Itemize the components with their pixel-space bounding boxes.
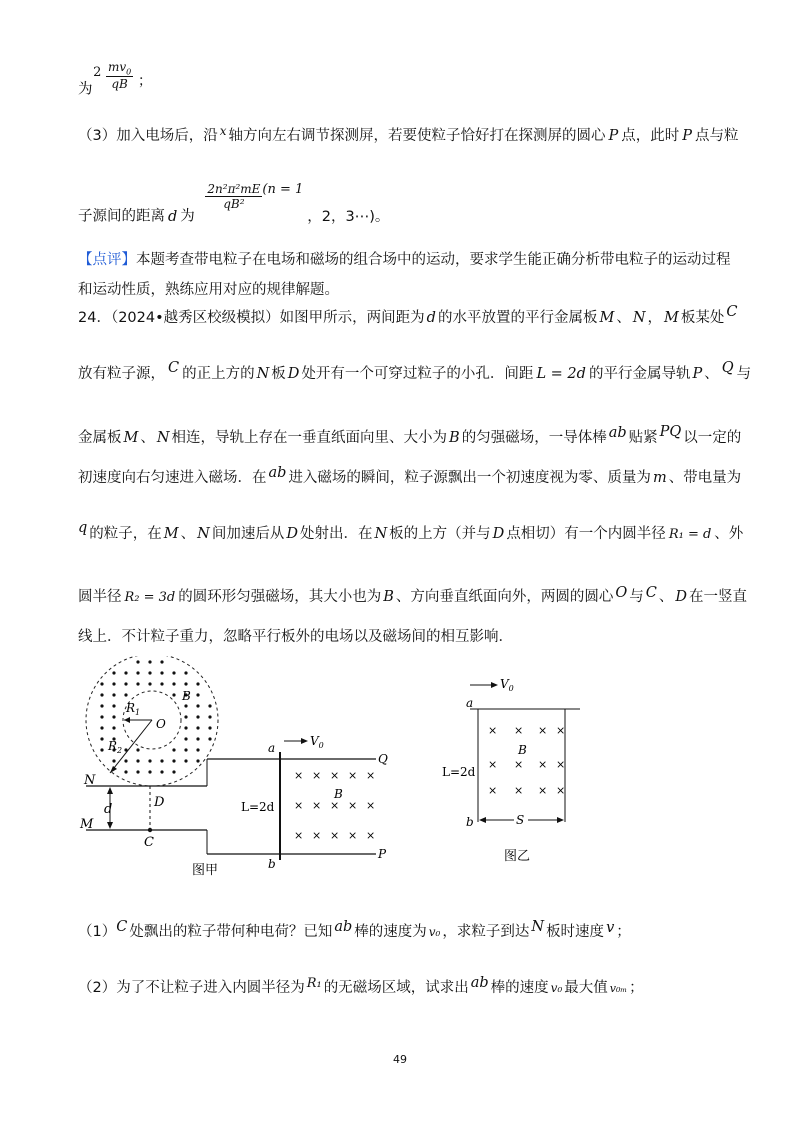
field-dot: [208, 726, 211, 729]
field-dot: [112, 704, 115, 707]
field-dot: [184, 682, 187, 685]
answer-2-denominator: qB: [111, 77, 128, 92]
field-dot: [136, 759, 139, 762]
field-cross: ×: [330, 829, 340, 842]
source-C-dot: [148, 828, 152, 832]
page-number: 49: [393, 1053, 407, 1066]
q24-l1-d: d: [426, 310, 436, 326]
q24-l4-m: m: [652, 470, 667, 486]
sub1-e: 板时速度: [546, 924, 605, 940]
field-cross: ×: [538, 784, 548, 797]
q24-l5-a: 的粒子，在: [89, 526, 162, 542]
q24-line-4: [78, 466, 741, 487]
q24-l2-D: D: [287, 366, 300, 382]
field-dot: [112, 671, 115, 674]
q24-l5-R1: R₁ = d: [668, 527, 712, 542]
q24-l6-R2: R₂ = 3d: [124, 590, 176, 605]
q24-l1-N: N: [632, 310, 646, 326]
sub1-f: ；: [616, 924, 631, 940]
q24-l3-ab: ab: [608, 425, 627, 441]
q24-l2-d: 处开有一个可穿过粒子的小孔．间距: [301, 366, 534, 382]
q24-l5-e: 板的上方（并与: [389, 526, 491, 542]
q24-l1-c: 、: [616, 310, 631, 326]
q24-l1-b: 的水平放置的平行金属板: [437, 310, 598, 326]
v0-arrowhead-b: [491, 682, 498, 688]
q24-l6-c: 、方向垂直纸面向外，两圆的圆心: [395, 589, 614, 605]
answer-3-text-c: 点，此时: [621, 128, 680, 144]
field-cross: ×: [556, 724, 566, 737]
sub1-c: 棒的速度为: [354, 924, 427, 940]
q24-l5-D: D: [286, 526, 298, 542]
answer-3-d: d: [168, 208, 178, 225]
answer-3-text-d: 点与粒: [695, 128, 739, 144]
sub1-d: ，求粒子到达: [442, 924, 530, 940]
sub2-d: 最大值: [564, 980, 608, 996]
field-dot: [124, 693, 127, 696]
field-cross: ×: [366, 829, 376, 842]
answer-3-line-2: [78, 182, 389, 226]
field-cross: ×: [488, 724, 498, 737]
field-cross: ×: [348, 769, 358, 782]
answer-2-prefix: 为: [78, 81, 93, 98]
answer-2-suffix: ；: [137, 73, 153, 90]
label-D: D: [154, 795, 165, 810]
q24-l5-N2: N: [374, 526, 388, 542]
q24-l5-c: 间加速后从: [211, 526, 285, 542]
answer-3-line2-a: 子源间的距离: [78, 208, 165, 225]
q24-l7: 线上．不计粒子重力，忽略平行板外的电场以及磁场间的相互影响．: [78, 629, 513, 645]
field-dot: [160, 759, 163, 762]
field-dot: [160, 671, 163, 674]
dim-d-arrow-top: [107, 787, 113, 794]
field-dot: [112, 682, 115, 685]
field-cross: ×: [366, 799, 376, 812]
q24-line-1: [78, 306, 737, 327]
q24-l6-f: 在一竖直: [689, 589, 748, 605]
field-dot: [100, 737, 103, 740]
field-dot: [112, 759, 115, 762]
field-dot: [136, 671, 139, 674]
label-M: M: [80, 817, 94, 832]
field-dot: [112, 693, 115, 696]
field-dot: [184, 737, 187, 740]
answer-3-tail: ，2，3⋯)。: [307, 208, 390, 225]
answer-3-P1: P: [608, 128, 619, 144]
answer-3-text-a: （3）加入电场后，沿: [78, 128, 218, 144]
field-cross: ×: [538, 758, 548, 771]
q24-l6-d: 与: [629, 589, 644, 605]
field-dot: [208, 715, 211, 718]
sub2-a: （2）为了不让粒子进入内圆半径为: [78, 980, 305, 996]
answer-3-fraction: [205, 182, 262, 211]
q24-l4-c: 、带电量为: [668, 470, 742, 486]
q24-l4-b: 进入磁场的瞬间，粒子源飘出一个初速度视为零、质量为: [288, 470, 651, 486]
q24-l3-M: M: [123, 430, 139, 446]
review-line-1: [78, 248, 731, 269]
q24-l2-b: 的正上方的: [182, 366, 255, 382]
q24-l1-M: M: [599, 310, 615, 326]
field-dot: [196, 704, 199, 707]
field-dot: [172, 770, 175, 773]
field-dot: [208, 704, 211, 707]
dim-d-arrow-bottom: [107, 822, 113, 829]
field-dot: [184, 759, 187, 762]
field-dot: [196, 715, 199, 718]
q24-l3-d: 的匀强磁场，一导体棒: [461, 430, 607, 446]
field-dot: [196, 759, 199, 762]
q24-l3-b: 、: [140, 430, 155, 446]
q24-l6-e: 、: [658, 589, 674, 605]
label-N: N: [84, 773, 96, 788]
label-R2: $R_2$: [108, 739, 123, 755]
sub2-R1: R₁: [306, 976, 322, 991]
field-crosses-in: [294, 769, 375, 842]
answer-2-numerator: mv: [108, 60, 127, 74]
q24-l6-b: 的圆环形匀强磁场，其大小也为: [178, 589, 382, 605]
q24-l6-O: O: [615, 585, 628, 601]
field-dot: [160, 770, 163, 773]
field-dot: [172, 759, 175, 762]
field-dot: [124, 770, 127, 773]
q24-l5-D2: D: [492, 526, 505, 542]
sub2-v0: v₀: [550, 981, 563, 995]
q24-l2-L: L = 2d: [536, 366, 586, 382]
q24-l5-M: M: [163, 526, 179, 542]
q24-l5-N: N: [197, 526, 210, 542]
q24-l5-d: 处射出．在: [299, 526, 373, 542]
answer-3-numerator: 2n²π²mE: [207, 182, 261, 196]
field-dot: [100, 748, 103, 751]
q24-l3-e: 贴紧: [628, 430, 658, 446]
q24-l1-M2: M: [664, 310, 679, 326]
label-O: O: [156, 717, 166, 731]
q24-l2-P: P: [692, 366, 703, 382]
field-cross: ×: [488, 758, 498, 771]
field-dot: [184, 748, 187, 751]
q24-l5-g: 、外: [714, 526, 744, 542]
review-tag: 【点评】: [78, 252, 136, 268]
label-a: a: [268, 741, 276, 755]
caption-a: 图甲: [192, 863, 219, 878]
label-R1: $R_1$: [126, 701, 141, 717]
field-cross: ×: [312, 829, 322, 842]
field-dot: [100, 726, 103, 729]
label-L-b: L=2d: [442, 765, 476, 779]
field-dot: [196, 737, 199, 740]
sub1-b: 处飘出的粒子带何种电荷？已知: [129, 924, 333, 940]
field-dot: [196, 748, 199, 751]
field-cross: ×: [294, 769, 304, 782]
q24-l4-a: 初速度向右匀速进入磁场．在: [78, 470, 267, 486]
field-dot: [196, 682, 199, 685]
review-line-2: [78, 278, 339, 299]
q24-line-2: [78, 362, 751, 383]
sub2-e: ；: [629, 980, 644, 996]
v0-arrowhead: [301, 738, 308, 744]
q24-l5-q: q: [78, 520, 88, 536]
sub2-v0m: v₀ₘ: [609, 982, 628, 995]
field-dot: [112, 726, 115, 729]
label-a-b: a: [466, 696, 474, 710]
field-dot: [136, 770, 139, 773]
answer-2-numerator-sub: 0: [126, 67, 132, 77]
q24-l1-f: 板某处: [680, 310, 725, 326]
field-cross: ×: [556, 758, 566, 771]
sub-question-2: [78, 976, 644, 997]
field-dot: [184, 671, 187, 674]
field-cross: ×: [294, 829, 304, 842]
field-cross: ×: [488, 784, 498, 797]
q24-line-3: [78, 426, 741, 447]
q24-l1-C: C: [726, 304, 738, 320]
answer-3-P2: P: [682, 128, 693, 144]
answer-3-x: x: [219, 124, 227, 138]
q24-l5-f: 点相切）有一个内圆半径: [506, 526, 666, 542]
label-d: d: [104, 802, 113, 817]
q24-l3-f: 以一定的: [683, 430, 742, 446]
field-cross: ×: [294, 799, 304, 812]
answer-3-denominator: qB²: [223, 197, 245, 211]
field-cross: ×: [312, 769, 322, 782]
field-cross: ×: [348, 829, 358, 842]
sub1-v: v: [606, 920, 615, 936]
field-dot: [112, 715, 115, 718]
label-S: S: [516, 813, 525, 827]
field-dot: [148, 759, 151, 762]
review-text-2: 和运动性质，熟练应用对应的规律解题。: [78, 282, 339, 298]
field-dot: [196, 693, 199, 696]
label-B-b: B: [518, 743, 527, 757]
field-cross: ×: [330, 799, 340, 812]
field-dot: [160, 682, 163, 685]
sub2-ab: ab: [470, 975, 489, 991]
sub1-C: C: [116, 919, 128, 935]
field-cross: ×: [366, 769, 376, 782]
label-v0-b: $V_0$: [500, 677, 514, 693]
q24-l6-B: B: [383, 589, 394, 605]
dim-S-right: [557, 817, 564, 823]
q24-l2-g: 与: [736, 366, 752, 382]
field-dot: [136, 682, 139, 685]
q24-l6-a: 圆半径: [78, 589, 122, 605]
q24-l3-PQ: PQ: [659, 424, 682, 440]
sub1-a: （1）: [78, 924, 117, 940]
q24-l1-e: ，: [647, 310, 662, 326]
field-dot: [136, 660, 139, 663]
field-cross: ×: [514, 724, 524, 737]
field-dot: [100, 704, 103, 707]
field-dot: [172, 682, 175, 685]
q24-l2-Q: Q: [721, 360, 734, 376]
answer-3-line2-b: 为: [180, 208, 195, 225]
q24-l1-a: 24．（2024•越秀区校级模拟）如图甲所示，两间距为: [78, 310, 425, 326]
field-cross: ×: [538, 724, 548, 737]
q24-l2-c: 板: [271, 366, 286, 382]
answer-3-n: (n = 1: [262, 181, 304, 197]
field-cross: ×: [514, 758, 524, 771]
q24-l2-f: 、: [704, 366, 719, 382]
field-dot: [124, 759, 127, 762]
label-P: P: [378, 847, 387, 861]
q24-l3-c: 相连，导轨上存在一垂直纸面向里、大小为: [171, 430, 448, 446]
q24-line-5: [78, 522, 743, 543]
q24-l2-a: 放有粒子源，: [78, 366, 165, 382]
q24-l5-b: 、: [180, 526, 196, 542]
answer-2-fraction: [106, 60, 133, 91]
field-dot: [124, 682, 127, 685]
field-dot: [124, 671, 127, 674]
label-L: L=2d: [241, 800, 275, 814]
r2-arrowhead: [110, 766, 117, 773]
figure-b: [440, 664, 600, 874]
answer-2-line: [78, 60, 153, 99]
field-crosses-b: [488, 724, 565, 797]
field-dot: [148, 682, 151, 685]
sub2-b: 的无磁场区域，试求出: [323, 980, 469, 996]
dim-S-left: [479, 817, 486, 823]
field-dot: [100, 693, 103, 696]
q24-l6-C: C: [645, 585, 657, 601]
field-dot: [100, 682, 103, 685]
field-dot: [172, 693, 175, 696]
field-dot: [136, 748, 139, 751]
q24-l2-N: N: [256, 366, 270, 382]
figure-a: [72, 656, 412, 886]
label-C: C: [144, 835, 154, 850]
field-dot: [100, 715, 103, 718]
sub1-ab: ab: [334, 919, 353, 935]
field-cross: ×: [556, 784, 566, 797]
label-Q: Q: [378, 752, 388, 766]
q24-l6-D: D: [675, 589, 688, 605]
q24-l4-ab: ab: [268, 465, 287, 481]
label-v0: $V_0$: [310, 734, 324, 750]
field-dot: [208, 737, 211, 740]
field-dot: [184, 715, 187, 718]
field-cross: ×: [312, 799, 322, 812]
field-cross: ×: [330, 769, 340, 782]
field-dot: [148, 671, 151, 674]
review-text-1: 本题考查带电粒子在电场和磁场的组合场中的运动，要求学生能正确分析带电粒子的运动过程: [136, 252, 731, 268]
answer-3-line-1: [78, 124, 739, 145]
field-cross: ×: [348, 799, 358, 812]
label-b-b: b: [466, 815, 474, 829]
q24-line-7: [78, 625, 513, 646]
field-dot: [184, 726, 187, 729]
q24-l3-a: 金属板: [78, 430, 122, 446]
field-dot: [172, 671, 175, 674]
label-B-ring: B: [182, 689, 191, 703]
q24-l3-N: N: [156, 430, 170, 446]
sub1-N: N: [531, 919, 545, 935]
sub1-v0: v₀: [428, 925, 441, 939]
field-dot: [160, 660, 163, 663]
field-dot: [148, 770, 151, 773]
q24-l3-B: B: [449, 430, 460, 446]
field-dot: [148, 660, 151, 663]
answer-3-text-b: 轴方向左右调节探测屏，若要使粒子恰好打在探测屏的圆心: [228, 128, 606, 144]
label-B-rail: B: [334, 787, 343, 801]
q24-l2-e: 的平行金属导轨: [588, 366, 691, 382]
sub2-c: 棒的速度: [490, 980, 549, 996]
field-cross: ×: [514, 784, 524, 797]
sub-question-1: [78, 920, 631, 941]
label-b: b: [268, 857, 276, 871]
q24-line-6: [78, 585, 747, 606]
field-dot: [196, 726, 199, 729]
answer-2-coef: 2: [93, 64, 102, 80]
field-dot: [184, 704, 187, 707]
field-dot: [172, 748, 175, 751]
q24-l2-C: C: [168, 360, 180, 376]
caption-b: 图乙: [504, 849, 531, 864]
